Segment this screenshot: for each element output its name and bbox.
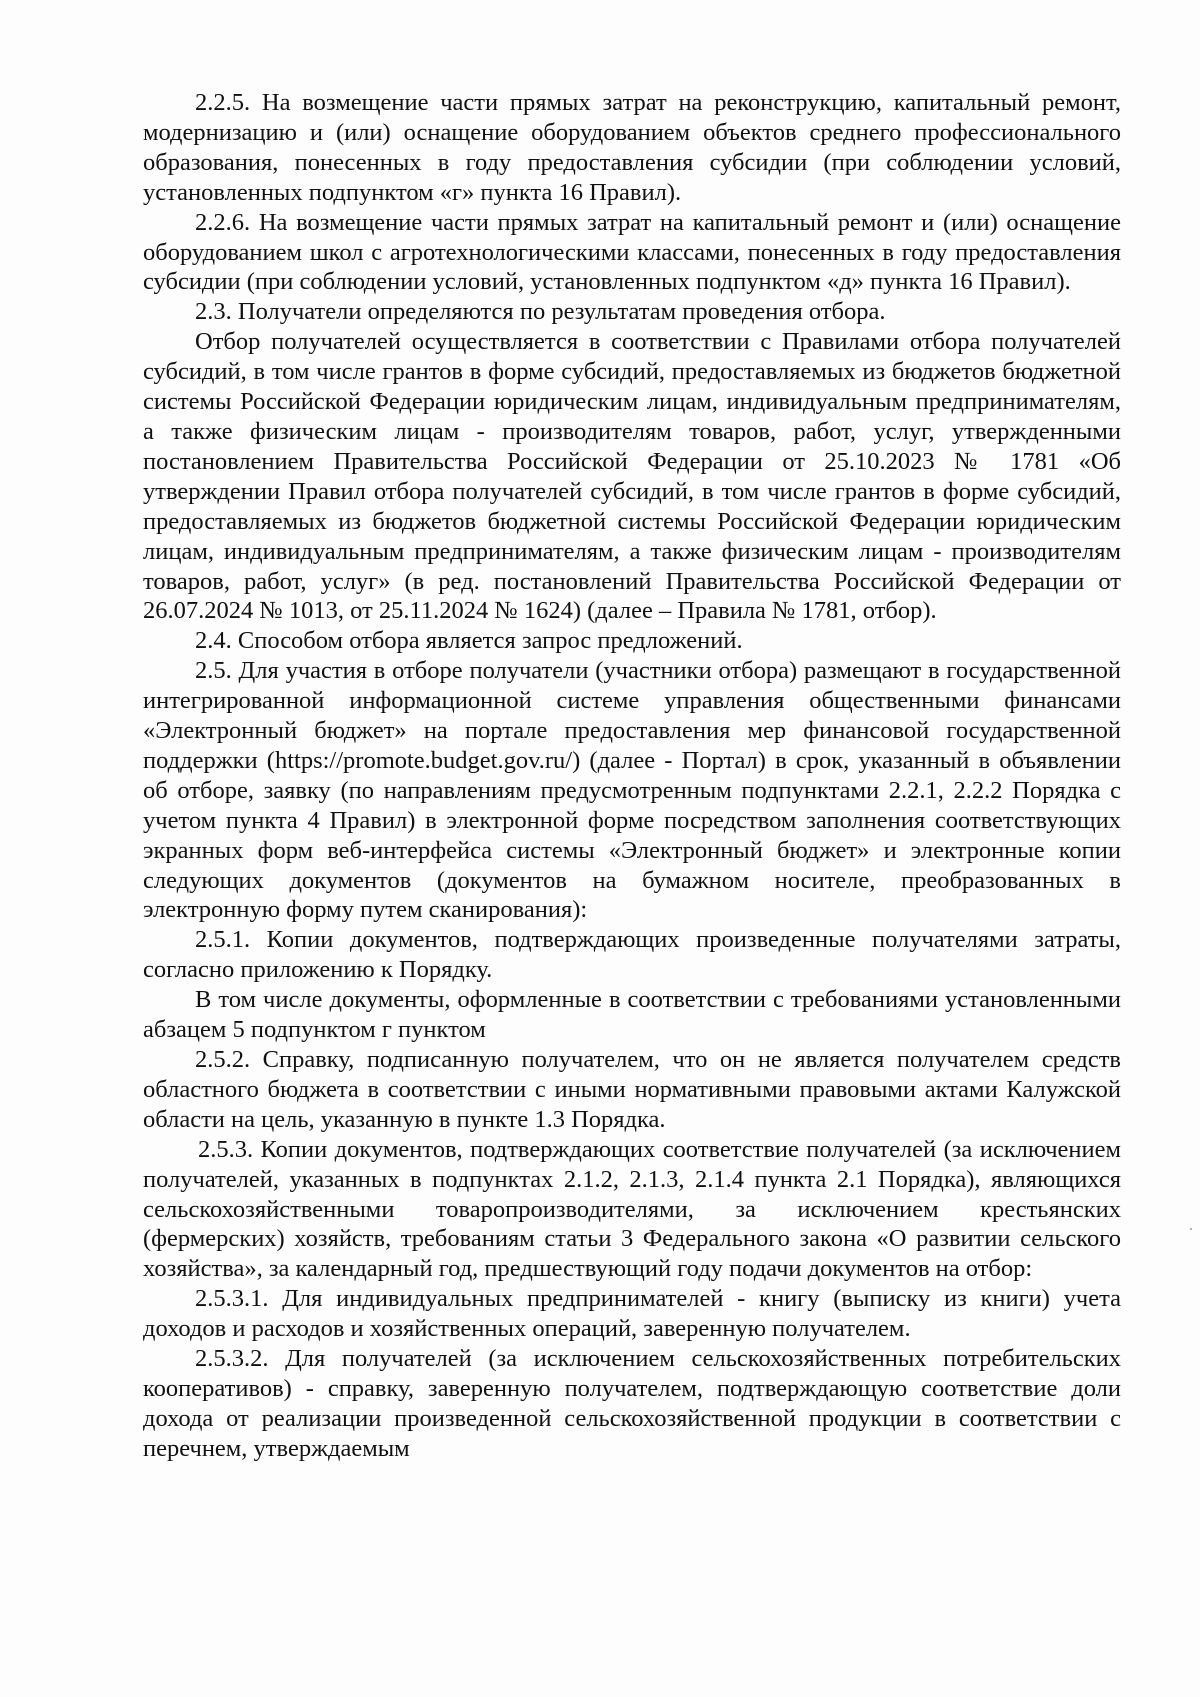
paragraph-2-5-2: 2.5.2. Справку, подписанную получателем, что он не является получателем средств областного бюджета в соответствии с иными нормативными правовыми актами Калужской области на цель, указанную в пункте 1.3 Порядка. bbox=[143, 1046, 1121, 1133]
paragraph-2-5: 2.5. Для участия в отборе получатели (участники отбора) размещают в государственной интегрированной информационной системе управления общественными финансами «Электронный бюджет» на портале предоставления мер финансовой государственной поддержки (https://promote.budget.gov.ru/) (далее - Портал) в срок, указанный в объявлении об отборе, заявку (по направлениям предусмотренным подпунктами 2.2.1, 2.2.2 Порядка с учетом пункта 4 Правил) в электронной форме посредством заполнения соответствующих экранных форм веб-интерфейса системы «Электронный бюджет» и электронные копии следующих документов (документов на бумажном носителе, преобразованных в электронную форму путем сканирования): bbox=[143, 657, 1121, 924]
paragraph-2-4: 2.4. Способом отбора является запрос предложений. bbox=[195, 627, 743, 655]
paragraph-2-5-3-2: 2.5.3.2. Для получателей (за исключением сельскохозяйственных потребительских кооперативов) - справку, заверенную получателем, подтверждающую соответствие доли дохода от реализации произведенной сельскохозяйственной продукции в соответствии с перечнем, утверждаемым bbox=[143, 1345, 1121, 1462]
paragraph-2-3: 2.3. Получатели определяются по результатам проведения отбора. bbox=[195, 298, 886, 326]
paragraph-including-documents: В том числе документы, оформленные в соответствии с требованиями установленными абзацем 5 подпунктом г пунктом bbox=[143, 986, 1121, 1044]
scan-speck bbox=[1190, 1228, 1192, 1230]
paragraph-2-2-5: 2.2.5. На возмещение части прямых затрат на реконструкцию, капитальный ремонт, модернизацию и (или) оснащение оборудованием объектов среднего профессионального образования, понесенных в году предоставления субсидии (при соблюдении условий, установленных подпунктом «г» пункта 16 Правил). bbox=[143, 89, 1121, 206]
document-body bbox=[143, 88, 1121, 1464]
paragraph-2-2-6: 2.2.6. На возмещение части прямых затрат на капитальный ремонт и (или) оснащение оборудованием школ с агротехнологическими классами, понесенных в году предоставления субсидии (при соблюдении условий, установленных подпунктом «д» пункта 16 Правил). bbox=[143, 208, 1121, 296]
paragraph-selection-rules: Отбор получателей осуществляется в соответствии с Правилами отбора получателей субсидий, в том числе грантов в форме субсидий, предоставляемых из бюджетов бюджетной системы Российской Федерации юридическим лицам, индивидуальным предпринимателям, а также физическим лицам - производителям товаров, работ, услуг, утвержденными постановлением Правительства Российской Федерации от 25.10.2023 № 1781 «Об утверждении Правил отбора получателей субсидий, в том числе грантов в форме субсидий, предоставляемых из бюджетов бюджетной системы Российской Федерации юридическим лицам, индивидуальным предпринимателям, а также физическим лицам - производителям товаров, работ, услуг» (в ред. постановлений Правительства Российской Федерации от 26.07.2024 № 1013, от 25.11.2024 № 1624) (далее – Правила № 1781, отбор). bbox=[143, 328, 1121, 625]
paragraph-2-5-3-1: 2.5.3.1. Для индивидуальных предпринимателей - книгу (выписку из книги) учета доходов и расходов и хозяйственных операций, заверенную получателем. bbox=[143, 1285, 1121, 1343]
paragraph-2-5-1: 2.5.1. Копии документов, подтверждающих произведенные получателями затраты, согласно приложению к Порядку. bbox=[143, 926, 1121, 984]
paragraph-2-5-3: 2.5.3. Копии документов, подтверждающих соответствие получателей (за исключением получателей, указанных в подпунктах 2.1.2, 2.1.3, 2.1.4 пункта 2.1 Порядка), являющихся сельскохозяйственными товаропроизводителями, за исключением крестьянских (фермерских) хозяйств, требованиям статьи 3 Федерального закона «О развитии сельского хозяйства», за календарный год, предшествующий году подачи документов на отбор: bbox=[143, 1135, 1121, 1283]
